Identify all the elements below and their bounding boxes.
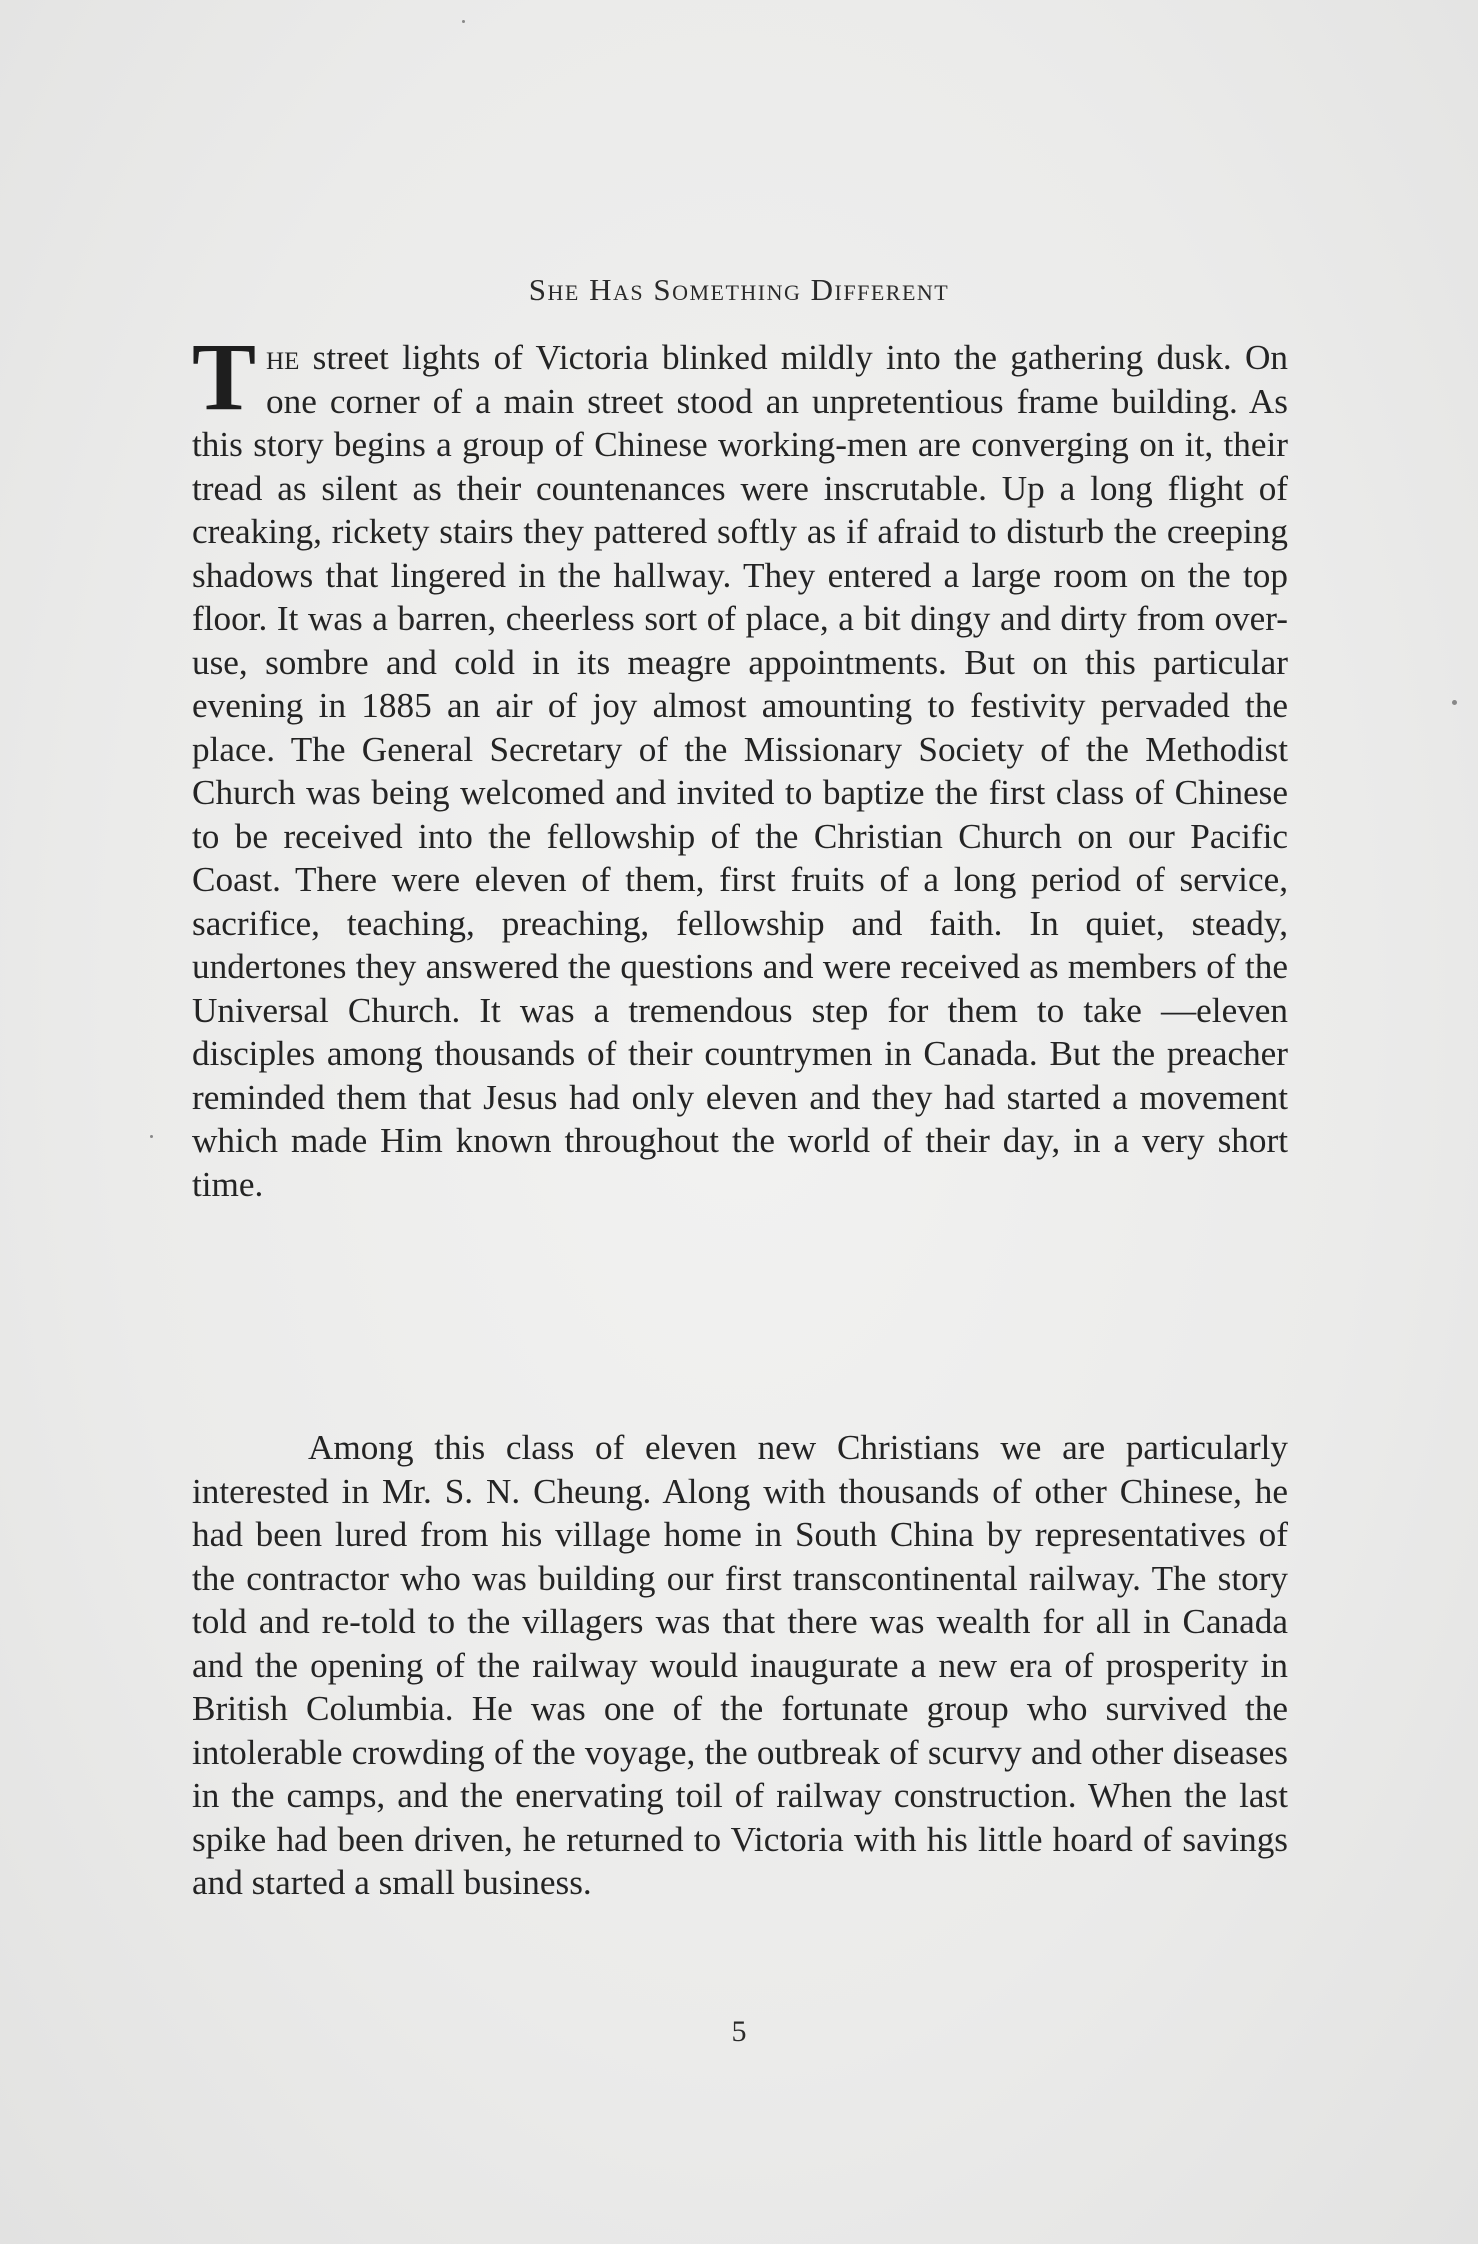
chapter-title: She Has Something Different — [528, 272, 950, 307]
page-number: 5 — [731, 2015, 747, 2048]
paper-speck — [462, 20, 465, 23]
paragraph-1-text: street lights of Victoria blinked mildly into the gathering dusk. On one corner of a main street stood an unpretentious frame building. As this story begins a group of Chinese working-men are converging on it, their tread as silent as their countenances were inscrutable. Up a long flight of creaking, rickety stairs they pattered softly as if afraid to disturb the creeping shadows that lingered in the hallway. They entered a large room on the top floor. It was a barren, cheerless sort of place, a bit dingy and dirty from over-use, sombre and cold in its meagre appointments. But on this particular evening in 1885 an air of joy almost amounting to festivity pervaded the place. The General Secretary of the Missionary Society of the Methodist Church was being welcomed and invited to baptize the first class of Chinese to be received into the fellowship of the Christian Church on our Pacific Coast. There were eleven of them, first fruits of a long period of service, sacrifice, teaching, preaching, fellowship and faith. In quiet, steady, undertones they answered the questions and were received as members of the Universal Church. It was a tremendous step for them to take —eleven disciples among thousands of their countrymen in Canada. But the preacher reminded them that Jesus had only eleven and they had started a movement which made Him known throughout the world of their day, in a very short time. — [192, 338, 1288, 1204]
paragraph-2: Among this class of eleven new Christians we are particularly interested in Mr. S. N. Cheung. Along with thousands of other Chinese, he had been lured from his village home in South China by representatives of the contractor who was building our first transcontinental railway. The story told and re-told to the villagers was that there was wealth for all in Canada and the opening of the railway would inaugurate a new era of prosperity in British Columbia. He was one of the fortunate group who survived the intolerable crowding of the voyage, the outbreak of scurvy and other diseases in the camps, and the enervating toil of railway construction. When the last spike had been driven, he returned to Victoria with his little hoard of savings and started a small business. — [192, 1428, 1288, 1902]
paper-speck — [150, 1135, 153, 1138]
paper-speck — [1452, 700, 1457, 705]
drop-cap: T — [192, 323, 257, 430]
paragraph-1 — [192, 323, 1288, 1206]
lead-in: he — [266, 338, 300, 377]
